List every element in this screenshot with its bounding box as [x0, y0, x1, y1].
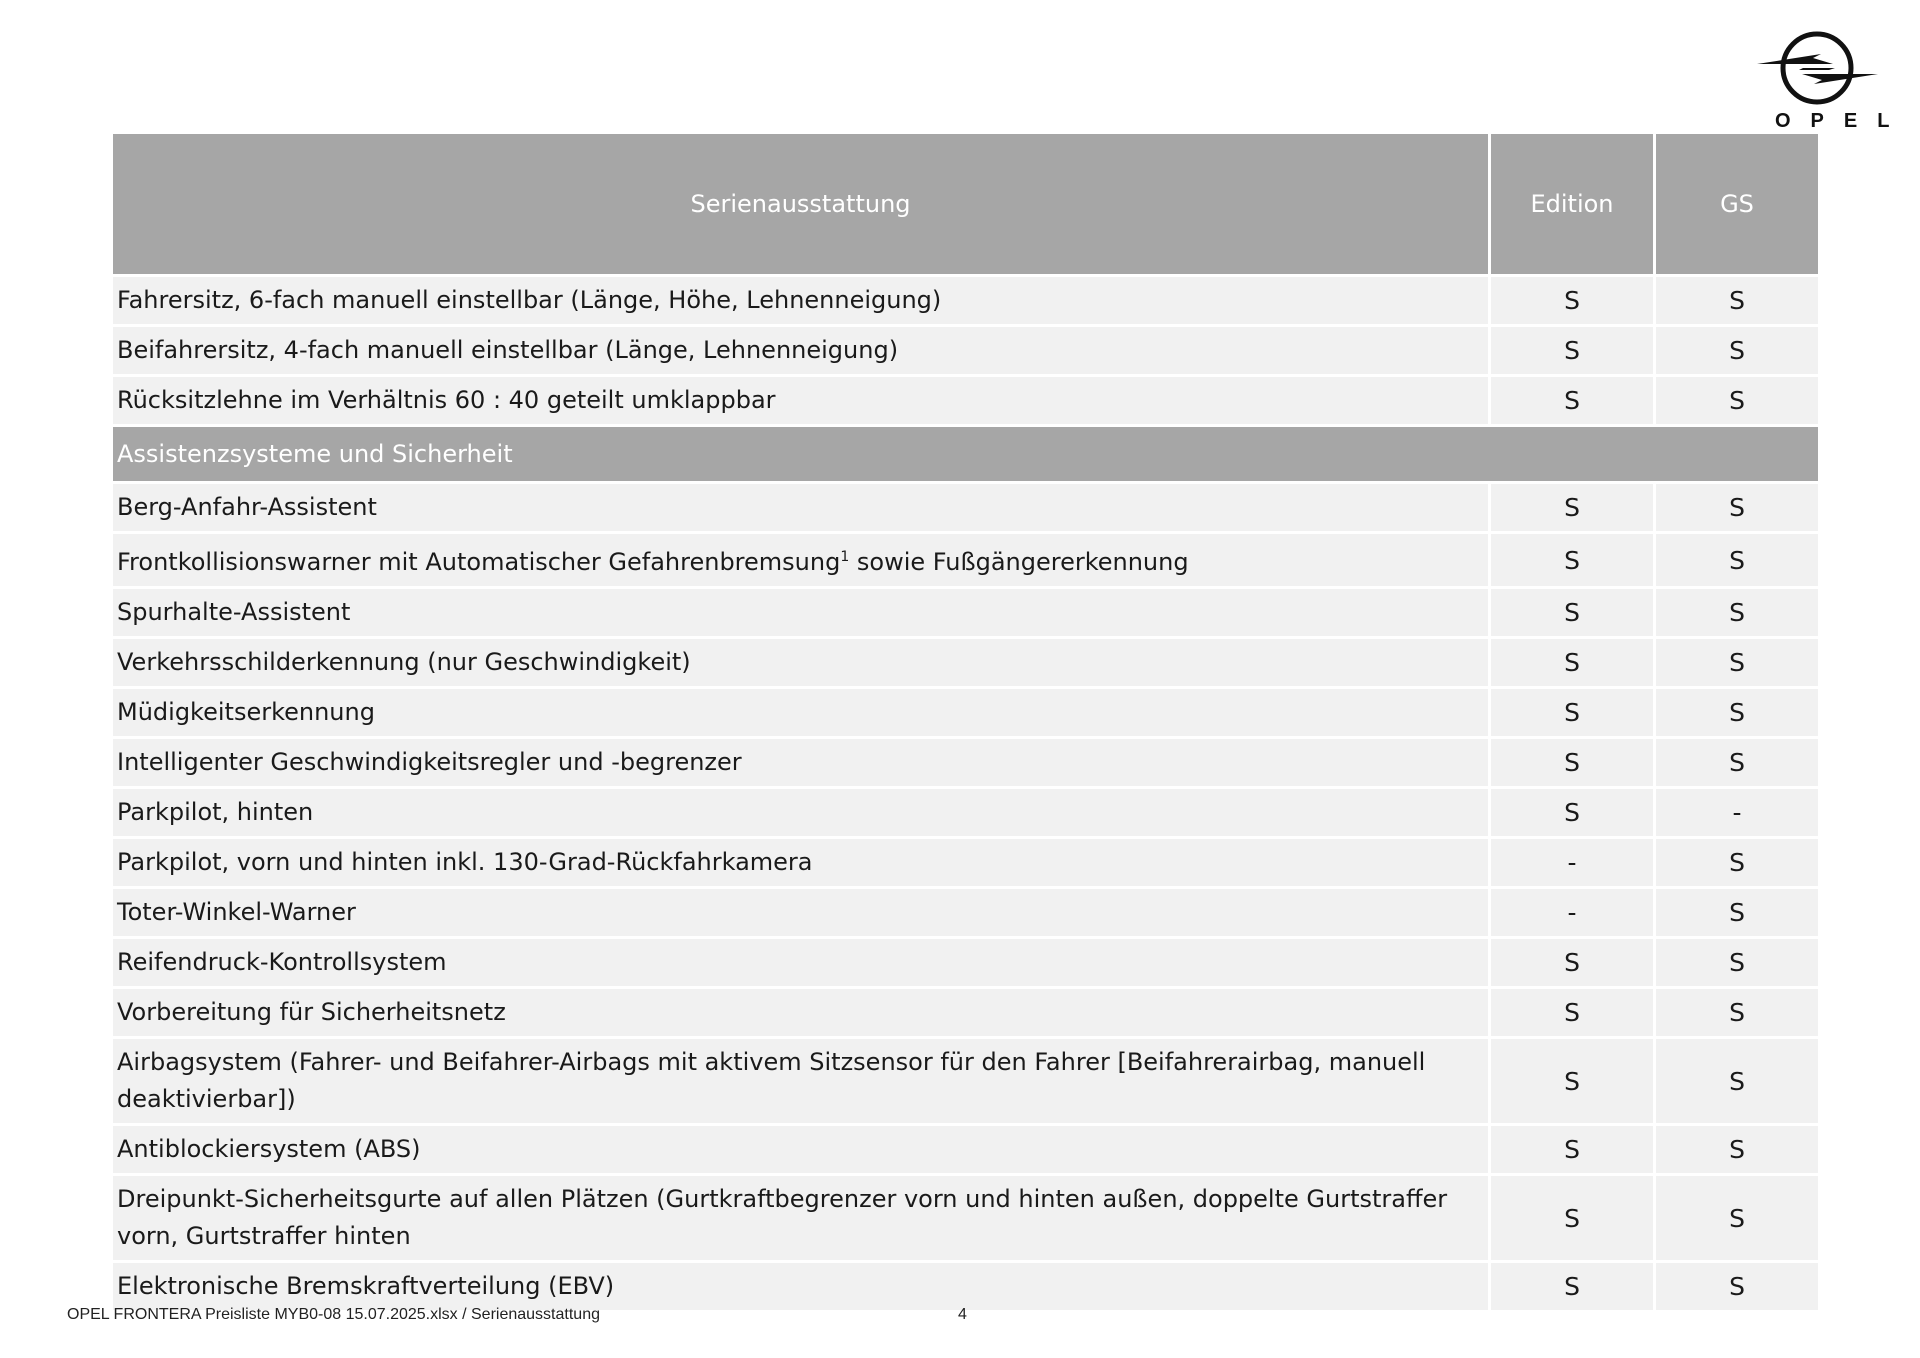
gs-value: S — [1656, 639, 1818, 686]
edition-value: S — [1491, 1039, 1653, 1123]
table-row — [113, 327, 1818, 374]
row-label: Reifendruck-Kontrollsystem — [113, 939, 1488, 986]
section-header-row — [113, 427, 1818, 481]
section-title: Assistenzsysteme und Sicherheit — [113, 427, 1818, 481]
footer-source: OPEL FRONTERA Preisliste MYB0-08 15.07.2025.xlsx / Serienausstattung — [67, 1306, 600, 1323]
edition-value: S — [1491, 989, 1653, 1036]
row-label: Müdigkeitserkennung — [113, 689, 1488, 736]
row-label: Parkpilot, vorn und hinten inkl. 130-Grad-Rückfahrkamera — [113, 839, 1488, 886]
gs-value: S — [1656, 889, 1818, 936]
table-row — [113, 1176, 1818, 1260]
edition-value: - — [1491, 839, 1653, 886]
table-header-row — [113, 134, 1818, 274]
edition-value: S — [1491, 277, 1653, 324]
edition-value: S — [1491, 739, 1653, 786]
edition-value: S — [1491, 1176, 1653, 1260]
row-label: Parkpilot, hinten — [113, 789, 1488, 836]
table-row — [113, 484, 1818, 531]
gs-value: S — [1656, 377, 1818, 424]
gs-value: - — [1656, 789, 1818, 836]
edition-value: S — [1491, 639, 1653, 686]
gs-value: S — [1656, 327, 1818, 374]
edition-value: S — [1491, 789, 1653, 836]
edition-value: S — [1491, 689, 1653, 736]
table-row — [113, 989, 1818, 1036]
header-edition: Edition — [1491, 134, 1653, 274]
table-row — [113, 639, 1818, 686]
equipment-table — [110, 131, 1821, 1313]
edition-value: S — [1491, 534, 1653, 586]
gs-value: S — [1656, 1126, 1818, 1173]
edition-value: S — [1491, 377, 1653, 424]
gs-value: S — [1656, 589, 1818, 636]
opel-blitz-icon — [1755, 28, 1880, 108]
table-row — [113, 839, 1818, 886]
row-label: Berg-Anfahr-Assistent — [113, 484, 1488, 531]
gs-value: S — [1656, 939, 1818, 986]
table-row — [113, 1039, 1818, 1123]
table-row — [113, 1126, 1818, 1173]
gs-value: S — [1656, 839, 1818, 886]
row-label: Intelligenter Geschwindigkeitsregler und -begrenzer — [113, 739, 1488, 786]
row-label: Toter-Winkel-Warner — [113, 889, 1488, 936]
row-label-suffix: sowie Fußgängererkennung — [849, 548, 1189, 576]
gs-value: S — [1656, 689, 1818, 736]
row-label: Vorbereitung für Sicherheitsnetz — [113, 989, 1488, 1036]
edition-value: S — [1491, 589, 1653, 636]
table-row — [113, 534, 1818, 586]
table-row — [113, 689, 1818, 736]
table-row — [113, 377, 1818, 424]
gs-value: S — [1656, 484, 1818, 531]
row-label: Spurhalte-Assistent — [113, 589, 1488, 636]
table-row — [113, 589, 1818, 636]
table-row — [113, 889, 1818, 936]
table-row — [113, 789, 1818, 836]
logo-text: OPEL — [1775, 110, 1910, 132]
gs-value: S — [1656, 534, 1818, 586]
row-label: Elektronische Bremskraftverteilung (EBV) — [113, 1263, 1488, 1310]
gs-value: S — [1656, 1176, 1818, 1260]
gs-value: S — [1656, 989, 1818, 1036]
opel-logo — [1755, 28, 1910, 136]
gs-value: S — [1656, 739, 1818, 786]
edition-value: S — [1491, 1263, 1653, 1310]
table-row — [113, 739, 1818, 786]
edition-value: S — [1491, 939, 1653, 986]
footnote-marker: 1 — [840, 549, 850, 565]
gs-value: S — [1656, 1263, 1818, 1310]
header-serienausstattung: Serienausstattung — [113, 134, 1488, 274]
table-row — [113, 1263, 1818, 1310]
edition-value: S — [1491, 484, 1653, 531]
row-label: Rücksitzlehne im Verhältnis 60 : 40 geteilt umklappbar — [113, 377, 1488, 424]
edition-value: S — [1491, 327, 1653, 374]
row-label: Fahrersitz, 6-fach manuell einstellbar (Länge, Höhe, Lehnenneigung) — [113, 277, 1488, 324]
edition-value: S — [1491, 1126, 1653, 1173]
table-row — [113, 939, 1818, 986]
row-label: Beifahrersitz, 4-fach manuell einstellbar (Länge, Lehnenneigung) — [113, 327, 1488, 374]
table-row — [113, 277, 1818, 324]
row-label: Antiblockiersystem (ABS) — [113, 1126, 1488, 1173]
header-gs: GS — [1656, 134, 1818, 274]
row-label: Verkehrsschilderkennung (nur Geschwindigkeit) — [113, 639, 1488, 686]
row-label: Dreipunkt-Sicherheitsgurte auf allen Plätzen (Gurtkraftbegrenzer vorn und hinten außen, doppelte Gurtstraffer vorn, Gurtstraffer hinten — [113, 1176, 1488, 1260]
row-label — [113, 534, 1488, 586]
row-label: Airbagsystem (Fahrer- und Beifahrer-Airbags mit aktivem Sitzsensor für den Fahrer [Beifahrerairbag, manuell deaktivierbar]) — [113, 1039, 1488, 1123]
page-number: 4 — [958, 1306, 967, 1323]
gs-value: S — [1656, 277, 1818, 324]
gs-value: S — [1656, 1039, 1818, 1123]
row-label-text: Frontkollisionswarner mit Automatischer Gefahrenbremsung — [117, 548, 841, 576]
edition-value: - — [1491, 889, 1653, 936]
